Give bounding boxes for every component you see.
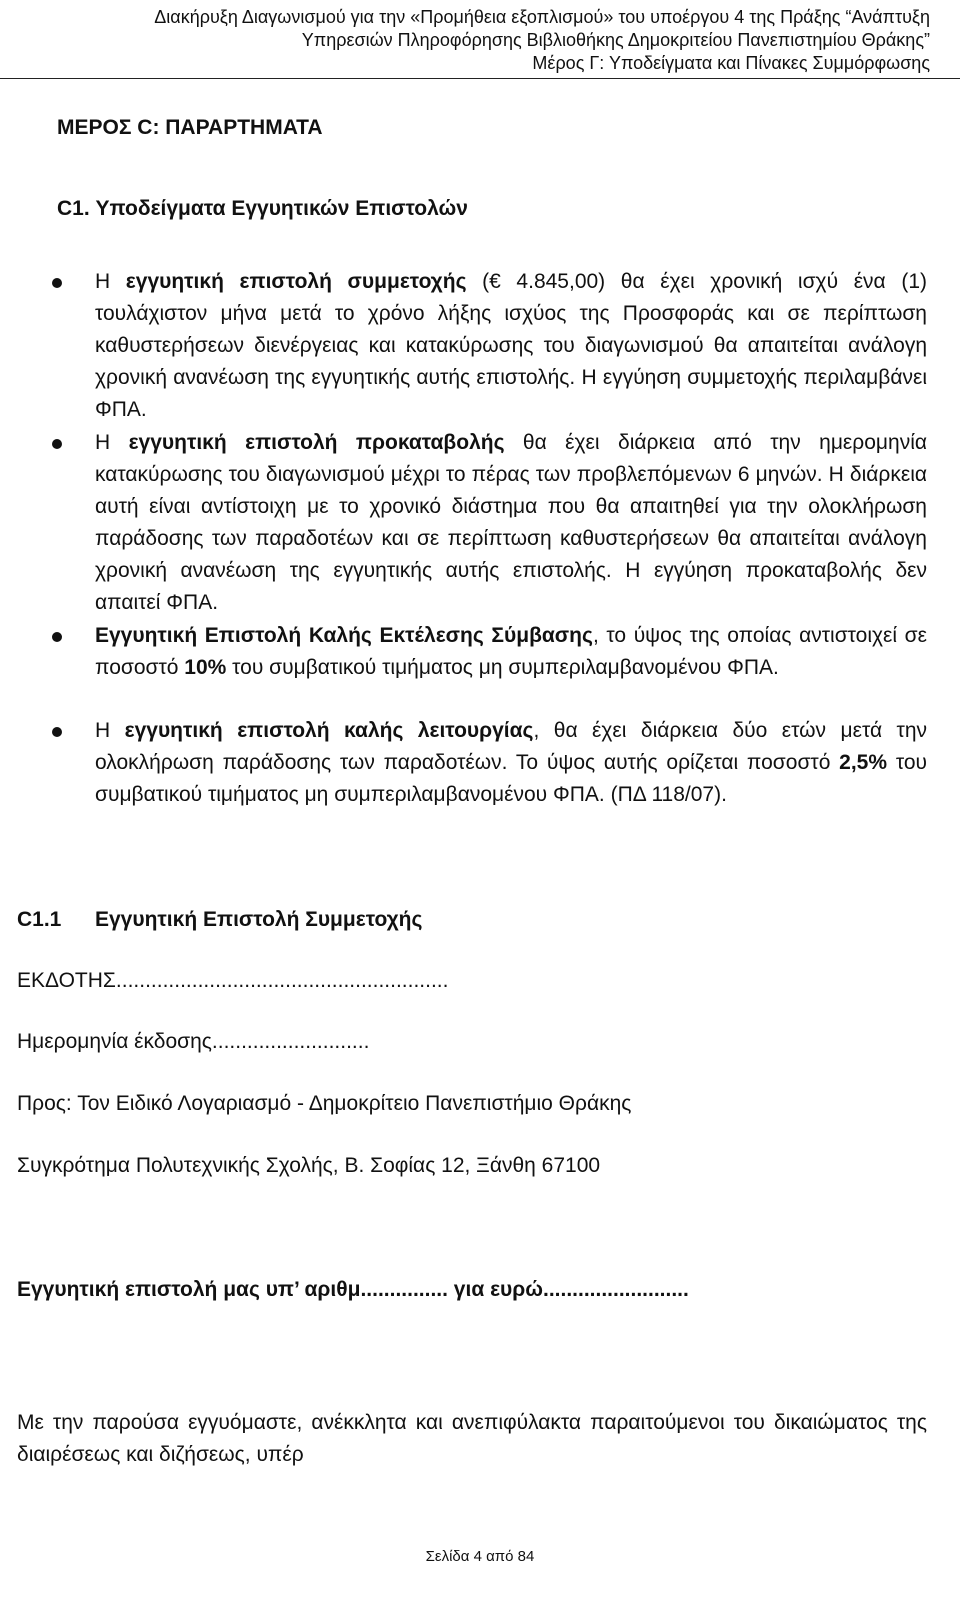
- list-item-advance-payment: Η εγγυητική επιστολή προκαταβολής θα έχει διάρκεια από την ημερομηνία κατακύρωσης του διαγωνισμού μέχρι το πέρας των προβλεπόμενων 6 μηνών. Η διάρκεια αυτή είναι αντίστοιχη με το χρονικό διάστημα που θα απαιτηθεί για την ολοκλήρωση παράδοσης των παραδοτέων και σε περίπτωση καθυστερήσεων θα απαιτείται ανάλογη χρονική ανανέωση της εγγυητικής αυτής επιστολής. Η εγγύηση προκαταβολής δεν απαιτεί ΦΠΑ.: [95, 427, 927, 619]
- final-paragraph: Με την παρούσα εγγυόμαστε, ανέκκλητα και ανεπιφύλακτα παραιτούμενοι του δικαιώματος της διαιρέσεως και διζήσεως, υπέρ: [17, 1411, 927, 1466]
- issue-date-line: Ημερομηνία έκδοσης...........................: [17, 1030, 370, 1053]
- list-item-good-performance: Εγγυητική Επιστολή Καλής Εκτέλεσης Σύμβασης, το ύψος της οποίας αντιστοιχεί σε ποσοστό 10% του συμβατικού τιμήματος μη συμπεριλαμβανομένου ΦΠΑ.: [95, 620, 927, 684]
- bullet-icon: [52, 727, 62, 737]
- bullet-icon: [52, 439, 62, 449]
- recipient-line: Προς: Τον Ειδικό Λογαριασμό - Δημοκρίτειο Πανεπιστήμιο Θράκης: [17, 1092, 632, 1115]
- bullet-icon: [52, 632, 62, 642]
- part-title: ΜΕΡΟΣ C: ΠΑΡΑΡΤΗΜΑΤΑ: [57, 116, 323, 139]
- page-footer: Σελίδα 4 από 84: [425, 1548, 535, 1565]
- subsection-title: Εγγυητική Επιστολή Συμμετοχής: [95, 908, 423, 931]
- issuer-line: ΕΚΔΟΤΗΣ.........................................................: [17, 969, 449, 992]
- subsection-number: C1.1: [17, 908, 62, 931]
- bullet-icon: [52, 278, 62, 288]
- header-line-2: Υπηρεσιών Πληροφόρησης Βιβλιοθήκης Δημοκριτείου Πανεπιστημίου Θράκης”: [301, 30, 930, 50]
- address-line: Συγκρότημα Πολυτεχνικής Σχολής, Β. Σοφίας 12, Ξάνθη 67100: [17, 1154, 601, 1177]
- list-item-good-operation: Η εγγυητική επιστολή καλής λειτουργίας, θα έχει διάρκεια δύο ετών μετά την ολοκλήρωση παράδοσης των παραδοτέων. Το ύψος αυτής ορίζεται ποσοστό 2,5% του συμβατικού τιμήματος μη συμπεριλαμβανομένου ΦΠΑ. (ΠΔ 118/07).: [95, 715, 927, 811]
- header-line-1: Διακήρυξη Διαγωνισμού για την «Προμήθεια εξοπλισμού» του υποέργου 4 της Πράξης “Ανάπτυξη: [154, 7, 930, 27]
- list-item-participation: Η εγγυητική επιστολή συμμετοχής (€ 4.845,00) θα έχει χρονική ισχύ ένα (1) τουλάχιστον μήνα μετά το χρόνο λήξης ισχύος της Προσφοράς και σε περίπτωση καθυστερήσεων διενέργειας και κατακύρωσης του διαγωνισμού θα απαιτείται ανάλογη χρονική ανανέωση της εγγυητικής αυτής επιστολής. Η εγγύηση συμμετοχής περιλαμβάνει ΦΠΑ.: [95, 266, 927, 426]
- guarantee-number-line: Εγγυητική επιστολή μας υπ’ αριθμ............... για ευρώ.........................: [17, 1278, 689, 1301]
- page-header: [0, 0, 960, 79]
- header-line-3: Μέρος Γ: Υποδείγματα και Πίνακες Συμμόρφωσης: [532, 53, 930, 73]
- section-title: C1. Υποδείγματα Εγγυητικών Επιστολών: [57, 197, 468, 220]
